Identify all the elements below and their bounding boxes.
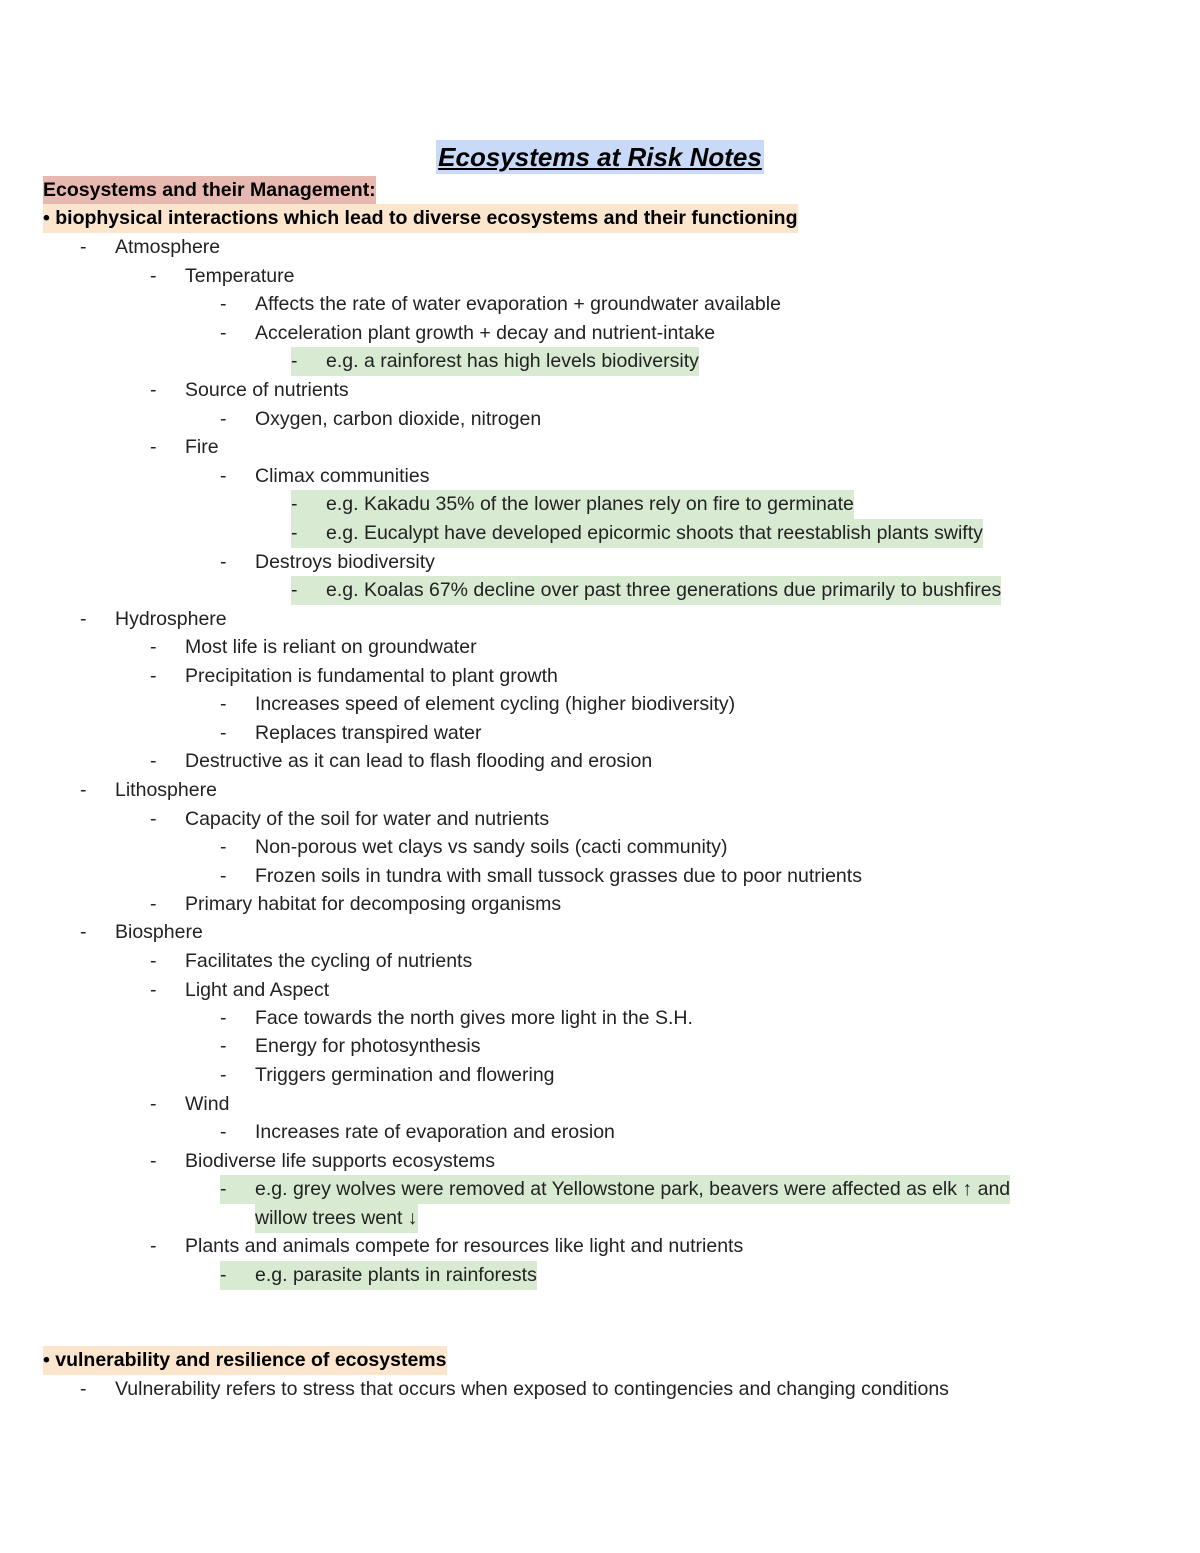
list-item (150, 890, 561, 919)
dash-marker: - (220, 551, 227, 573)
list-item (150, 976, 329, 1005)
dash-marker: - (80, 608, 87, 630)
dash-marker: - (220, 1035, 227, 1057)
list-item-text: Vulnerability refers to stress that occurs when exposed to contingencies and changing conditions (115, 1378, 949, 1400)
dash-marker: - (150, 979, 157, 1001)
list-item (80, 776, 217, 805)
dash-marker: - (220, 1178, 227, 1200)
list-item (150, 633, 477, 662)
dash-marker: - (220, 408, 227, 430)
list-item-text: Energy for photosynthesis (255, 1035, 481, 1057)
list-item-text: e.g. a rainforest has high levels biodiversity (326, 350, 699, 372)
list-item (150, 433, 219, 462)
list-item (150, 1090, 229, 1119)
list-item (220, 319, 715, 348)
list-item-text: e.g. Koalas 67% decline over past three generations due primarily to bushfires (326, 579, 1002, 601)
list-item-text: Plants and animals compete for resources like light and nutrients (185, 1235, 744, 1257)
dash-marker: - (150, 1235, 157, 1257)
example-item (291, 519, 983, 548)
list-item-text: Primary habitat for decomposing organisms (185, 893, 562, 915)
list-item (220, 862, 862, 891)
list-item-text: Destructive as it can lead to flash flooding and erosion (185, 750, 653, 772)
list-item-text: Climax communities (255, 465, 430, 487)
list-item-text: Face towards the north gives more light in the S.H. (255, 1007, 693, 1029)
dash-marker: - (150, 893, 157, 915)
dash-marker: - (150, 950, 157, 972)
dash-marker: - (150, 1093, 157, 1115)
example-item-continuation: willow trees went ↓ (255, 1204, 418, 1233)
list-item-text: Lithosphere (115, 779, 217, 801)
example-item (291, 576, 1001, 605)
dash-marker: - (150, 665, 157, 687)
list-item-text: e.g. grey wolves were removed at Yellowstone park, beavers were affected as elk ↑ and (255, 1178, 1011, 1200)
list-item (150, 1147, 495, 1176)
list-item (80, 233, 220, 262)
dash-marker: - (80, 1378, 87, 1400)
list-item-text: Capacity of the soil for water and nutrients (185, 808, 550, 830)
list-item-text: Triggers germination and flowering (255, 1064, 555, 1086)
list-item-text: Atmosphere (115, 236, 221, 258)
dash-marker: - (80, 236, 87, 258)
dash-marker: - (220, 1007, 227, 1029)
dash-marker: - (150, 436, 157, 458)
example-item (291, 347, 699, 376)
subheading-vulnerability: • vulnerability and resilience of ecosystems (43, 1346, 447, 1375)
list-item-text: Source of nutrients (185, 379, 349, 401)
list-item (220, 719, 482, 748)
dash-marker: - (220, 836, 227, 858)
list-item-text: Acceleration plant growth + decay and nutrient-intake (255, 322, 716, 344)
list-item (150, 805, 549, 834)
list-item (80, 918, 203, 947)
list-item (150, 1232, 743, 1261)
list-item-text: Destroys biodiversity (255, 551, 435, 573)
dash-marker: - (220, 1064, 227, 1086)
dash-marker: - (291, 522, 298, 544)
list-item-text: Hydrosphere (115, 608, 227, 630)
list-item (150, 376, 349, 405)
dash-marker: - (291, 493, 298, 515)
list-item (150, 947, 472, 976)
dash-marker: - (150, 808, 157, 830)
dash-marker: - (291, 350, 298, 372)
list-item-text: Non-porous wet clays vs sandy soils (cacti community) (255, 836, 728, 858)
list-item-text: e.g. Kakadu 35% of the lower planes rely on fire to germinate (326, 493, 854, 515)
list-item (80, 1375, 949, 1404)
list-item (220, 462, 429, 491)
dash-marker: - (80, 779, 87, 801)
list-item (220, 1004, 693, 1033)
dash-marker: - (150, 265, 157, 287)
list-item (220, 690, 735, 719)
list-item (220, 1061, 555, 1090)
dash-marker: - (220, 322, 227, 344)
list-item-text: Frozen soils in tundra with small tussock grasses due to poor nutrients (255, 865, 862, 887)
dash-marker: - (220, 722, 227, 744)
title-row (0, 140, 1200, 174)
dash-marker: - (150, 750, 157, 772)
list-item-text: Wind (185, 1093, 230, 1115)
list-item-text: Fire (185, 436, 219, 458)
list-item-text: e.g. Eucalypt have developed epicormic shoots that reestablish plants swifty (326, 522, 983, 544)
subheading-biophysical: • biophysical interactions which lead to diverse ecosystems and their functioning (43, 204, 798, 233)
list-item-text: Facilitates the cycling of nutrients (185, 950, 473, 972)
example-item (220, 1175, 1010, 1204)
list-item-text: Affects the rate of water evaporation + groundwater available (255, 293, 781, 315)
section-heading: Ecosystems and their Management: (43, 176, 376, 205)
list-item-text: Biosphere (115, 921, 203, 943)
page-title: Ecosystems at Risk Notes (438, 142, 762, 172)
list-item-text: Precipitation is fundamental to plant growth (185, 665, 558, 687)
example-item (291, 490, 854, 519)
list-item-text: Temperature (185, 265, 295, 287)
list-item (150, 662, 558, 691)
dash-marker: - (150, 379, 157, 401)
list-item-text: Most life is reliant on groundwater (185, 636, 477, 658)
example-item (220, 1261, 537, 1290)
dash-marker: - (291, 579, 298, 601)
list-item (220, 833, 728, 862)
list-item-text: Light and Aspect (185, 979, 330, 1001)
dash-marker: - (150, 1150, 157, 1172)
list-item-text: Replaces transpired water (255, 722, 482, 744)
list-item (220, 1032, 480, 1061)
dash-marker: - (150, 636, 157, 658)
dash-marker: - (220, 1264, 227, 1286)
list-item-text: Increases rate of evaporation and erosion (255, 1121, 615, 1143)
dash-marker: - (220, 693, 227, 715)
dash-marker: - (220, 865, 227, 887)
list-item (220, 548, 435, 577)
list-item (80, 605, 227, 634)
dash-marker: - (220, 1121, 227, 1143)
dash-marker: - (80, 921, 87, 943)
dash-marker: - (220, 293, 227, 315)
list-item (220, 1118, 615, 1147)
dash-marker: - (220, 465, 227, 487)
list-item-text: Oxygen, carbon dioxide, nitrogen (255, 408, 542, 430)
list-item-text: Increases speed of element cycling (higher biodiversity) (255, 693, 736, 715)
list-item-text: e.g. parasite plants in rainforests (255, 1264, 537, 1286)
list-item (150, 262, 294, 291)
list-item (220, 405, 541, 434)
list-item (150, 747, 652, 776)
list-item (220, 290, 781, 319)
list-item-text: Biodiverse life supports ecosystems (185, 1150, 495, 1172)
